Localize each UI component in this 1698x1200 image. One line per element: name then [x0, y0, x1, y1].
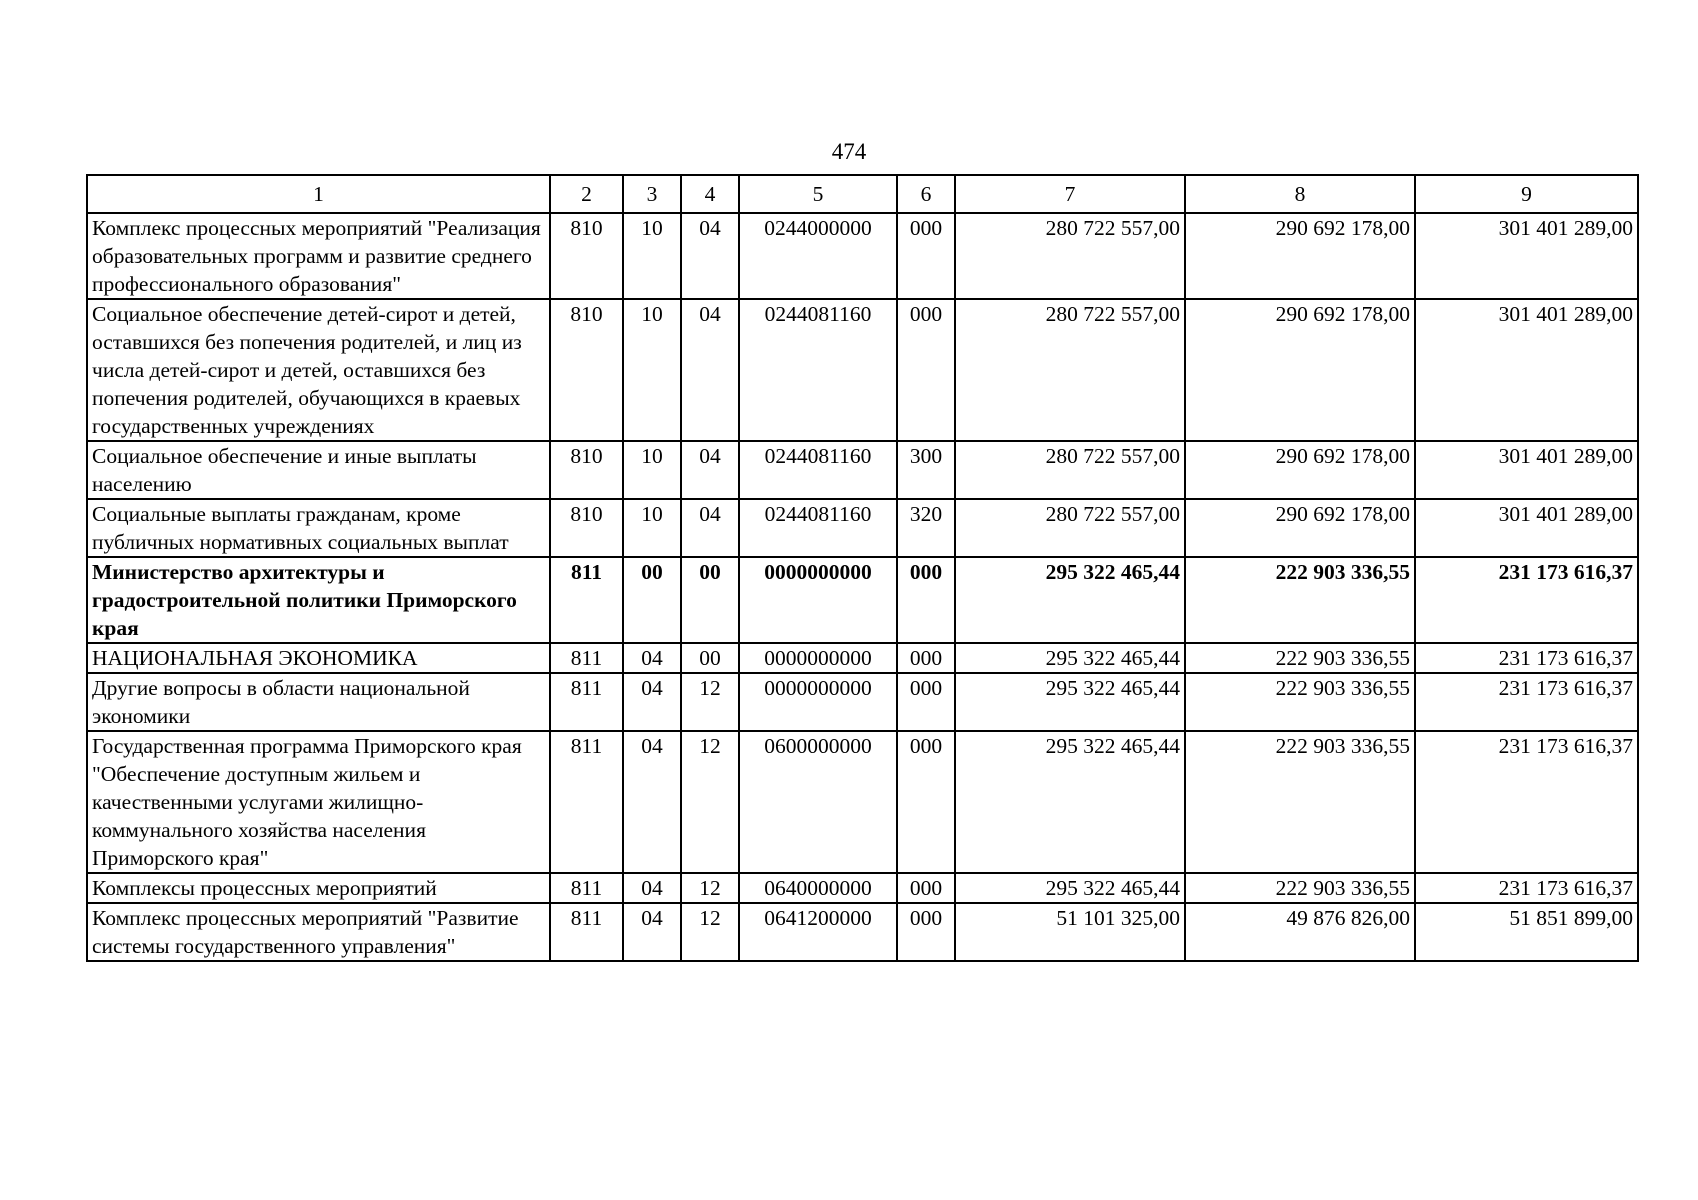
- target-article-cell: 0000000000: [739, 673, 897, 731]
- amount-col7-cell: 295 322 465,44: [955, 731, 1185, 873]
- amount-col7-cell: 280 722 557,00: [955, 213, 1185, 299]
- table-row: [87, 873, 1638, 903]
- row-name-cell: НАЦИОНАЛЬНАЯ ЭКОНОМИКА: [87, 643, 550, 673]
- subsection-code-cell: 00: [681, 643, 739, 673]
- section-code-cell: 04: [623, 643, 681, 673]
- target-article-cell: 0244000000: [739, 213, 897, 299]
- amount-col9-cell: 231 173 616,37: [1415, 731, 1638, 873]
- amount-col7-cell: 51 101 325,00: [955, 903, 1185, 961]
- amount-col8-cell: 290 692 178,00: [1185, 299, 1415, 441]
- section-code-cell: 10: [623, 499, 681, 557]
- column-header-3: 3: [623, 175, 681, 213]
- table-row: [87, 441, 1638, 499]
- amount-col9-cell: 301 401 289,00: [1415, 441, 1638, 499]
- amount-col8-cell: 290 692 178,00: [1185, 499, 1415, 557]
- expense-type-cell: 000: [897, 673, 955, 731]
- target-article-cell: 0640000000: [739, 873, 897, 903]
- section-code-cell: 04: [623, 731, 681, 873]
- table-row: [87, 903, 1638, 961]
- amount-col8-cell: 222 903 336,55: [1185, 557, 1415, 643]
- column-header-8: 8: [1185, 175, 1415, 213]
- section-code-cell: 10: [623, 213, 681, 299]
- row-name-cell: Социальные выплаты гражданам, кроме публичных нормативных социальных выплат: [87, 499, 550, 557]
- admin-code-cell: 811: [550, 873, 623, 903]
- target-article-cell: 0641200000: [739, 903, 897, 961]
- amount-col7-cell: 280 722 557,00: [955, 441, 1185, 499]
- column-header-5: 5: [739, 175, 897, 213]
- admin-code-cell: 811: [550, 903, 623, 961]
- target-article-cell: 0000000000: [739, 643, 897, 673]
- column-header-6: 6: [897, 175, 955, 213]
- table-row: [87, 673, 1638, 731]
- expense-type-cell: 000: [897, 643, 955, 673]
- column-header-4: 4: [681, 175, 739, 213]
- section-code-cell: 10: [623, 441, 681, 499]
- column-header-7: 7: [955, 175, 1185, 213]
- row-name-cell: Министерство архитектуры и градостроительной политики Приморского края: [87, 557, 550, 643]
- section-code-cell: 04: [623, 673, 681, 731]
- row-name-cell: Социальное обеспечение детей-сирот и детей, оставшихся без попечения родителей, и лиц из числа детей-сирот и детей, оставшихся без попечения родителей, обучающихся в краевых государственных учреждениях: [87, 299, 550, 441]
- row-name-cell: Комплекс процессных мероприятий "Развитие системы государственного управления": [87, 903, 550, 961]
- subsection-code-cell: 04: [681, 299, 739, 441]
- header-row: [87, 175, 1638, 213]
- amount-col9-cell: 51 851 899,00: [1415, 903, 1638, 961]
- amount-col7-cell: 295 322 465,44: [955, 673, 1185, 731]
- admin-code-cell: 811: [550, 731, 623, 873]
- amount-col7-cell: 295 322 465,44: [955, 557, 1185, 643]
- admin-code-cell: 811: [550, 643, 623, 673]
- expense-type-cell: 000: [897, 731, 955, 873]
- section-code-cell: 04: [623, 873, 681, 903]
- amount-col9-cell: 231 173 616,37: [1415, 557, 1638, 643]
- table-row: [87, 557, 1638, 643]
- admin-code-cell: 810: [550, 213, 623, 299]
- subsection-code-cell: 04: [681, 441, 739, 499]
- admin-code-cell: 811: [550, 557, 623, 643]
- table-row: [87, 731, 1638, 873]
- column-header-2: 2: [550, 175, 623, 213]
- amount-col7-cell: 295 322 465,44: [955, 643, 1185, 673]
- target-article-cell: 0244081160: [739, 299, 897, 441]
- subsection-code-cell: 00: [681, 557, 739, 643]
- expense-type-cell: 000: [897, 213, 955, 299]
- subsection-code-cell: 12: [681, 731, 739, 873]
- amount-col7-cell: 295 322 465,44: [955, 873, 1185, 903]
- expense-type-cell: 000: [897, 557, 955, 643]
- amount-col8-cell: 49 876 826,00: [1185, 903, 1415, 961]
- section-code-cell: 10: [623, 299, 681, 441]
- row-name-cell: Социальное обеспечение и иные выплаты населению: [87, 441, 550, 499]
- expense-type-cell: 320: [897, 499, 955, 557]
- column-header-1: 1: [87, 175, 550, 213]
- section-code-cell: 04: [623, 903, 681, 961]
- target-article-cell: 0244081160: [739, 499, 897, 557]
- amount-col8-cell: 222 903 336,55: [1185, 643, 1415, 673]
- amount-col8-cell: 222 903 336,55: [1185, 673, 1415, 731]
- admin-code-cell: 810: [550, 299, 623, 441]
- amount-col9-cell: 301 401 289,00: [1415, 299, 1638, 441]
- amount-col8-cell: 222 903 336,55: [1185, 873, 1415, 903]
- amount-col9-cell: 301 401 289,00: [1415, 213, 1638, 299]
- amount-col8-cell: 290 692 178,00: [1185, 441, 1415, 499]
- subsection-code-cell: 12: [681, 873, 739, 903]
- amount-col7-cell: 280 722 557,00: [955, 499, 1185, 557]
- column-header-9: 9: [1415, 175, 1638, 213]
- expense-type-cell: 300: [897, 441, 955, 499]
- expense-type-cell: 000: [897, 299, 955, 441]
- target-article-cell: 0000000000: [739, 557, 897, 643]
- row-name-cell: Комплекс процессных мероприятий "Реализация образовательных программ и развитие среднего профессионального образования": [87, 213, 550, 299]
- amount-col8-cell: 290 692 178,00: [1185, 213, 1415, 299]
- amount-col8-cell: 222 903 336,55: [1185, 731, 1415, 873]
- admin-code-cell: 810: [550, 441, 623, 499]
- table-body: [87, 213, 1638, 961]
- table-row: [87, 643, 1638, 673]
- subsection-code-cell: 04: [681, 499, 739, 557]
- table-row: [87, 499, 1638, 557]
- amount-col9-cell: 231 173 616,37: [1415, 673, 1638, 731]
- subsection-code-cell: 04: [681, 213, 739, 299]
- amount-col9-cell: 231 173 616,37: [1415, 873, 1638, 903]
- expense-type-cell: 000: [897, 873, 955, 903]
- amount-col7-cell: 280 722 557,00: [955, 299, 1185, 441]
- row-name-cell: Комплексы процессных мероприятий: [87, 873, 550, 903]
- page-number: 474: [831, 139, 867, 164]
- table-row: [87, 213, 1638, 299]
- target-article-cell: 0600000000: [739, 731, 897, 873]
- admin-code-cell: 810: [550, 499, 623, 557]
- amount-col9-cell: 301 401 289,00: [1415, 499, 1638, 557]
- amount-col9-cell: 231 173 616,37: [1415, 643, 1638, 673]
- table-row: [87, 299, 1638, 441]
- admin-code-cell: 811: [550, 673, 623, 731]
- expense-type-cell: 000: [897, 903, 955, 961]
- subsection-code-cell: 12: [681, 903, 739, 961]
- target-article-cell: 0244081160: [739, 441, 897, 499]
- row-name-cell: Государственная программа Приморского края "Обеспечение доступным жильем и качественными услугами жилищно-коммунального хозяйства населения Приморского края": [87, 731, 550, 873]
- budget-table: [86, 174, 1639, 962]
- section-code-cell: 00: [623, 557, 681, 643]
- subsection-code-cell: 12: [681, 673, 739, 731]
- row-name-cell: Другие вопросы в области национальной экономики: [87, 673, 550, 731]
